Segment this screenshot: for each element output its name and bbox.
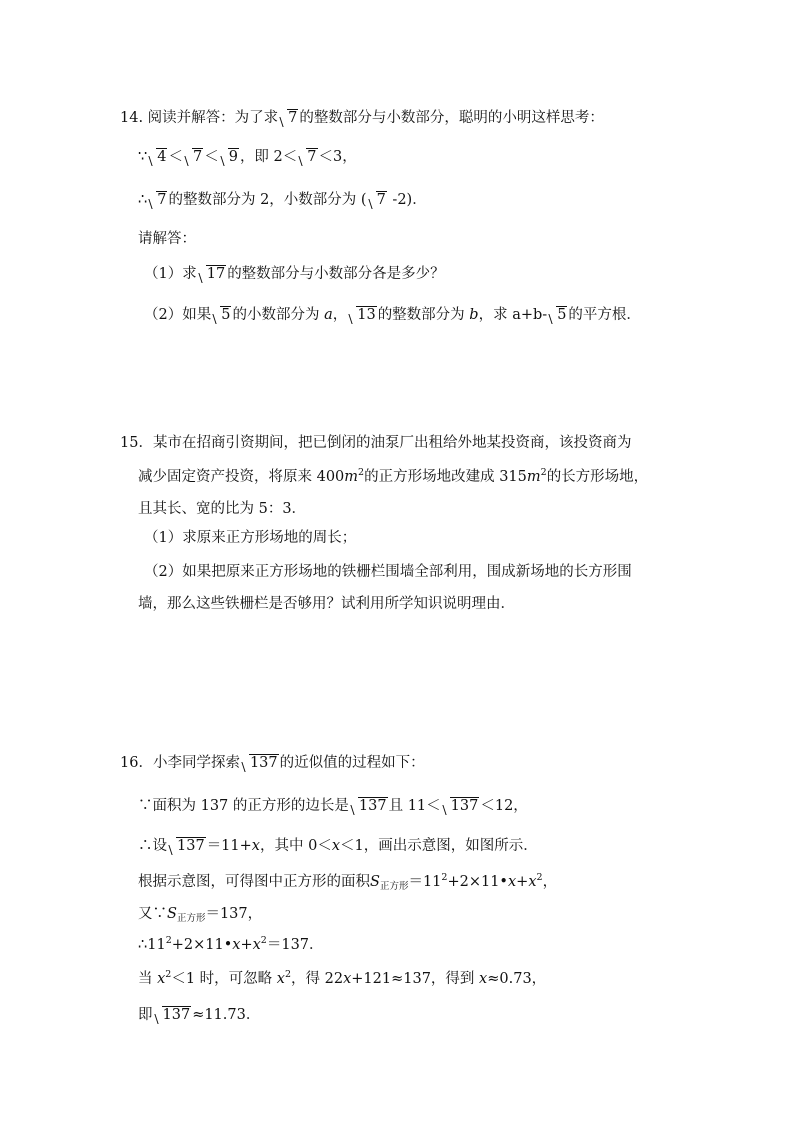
q16-line1: 16．小李同学探索 137 的近似值的过程如下：	[120, 755, 425, 771]
sqrt-13: 13	[347, 305, 376, 325]
sqrt-7: 7	[297, 147, 317, 167]
q14-prompt: 请解答：	[138, 231, 196, 247]
q14-number: 14.	[120, 110, 144, 126]
sqrt-137: 137	[153, 1005, 192, 1025]
q16-line7: 当 $x^2<1$ 时，可忽略 $x^2$，得 22x+121≈137，得到 x≈0.73，	[138, 969, 547, 987]
sqrt-4: 4	[147, 147, 167, 167]
sqrt-137: 137	[240, 753, 279, 773]
q16-number: 16．	[120, 755, 153, 771]
q14-line3: ∴ 7 的整数部分为 2，小数部分为 ( 7 -2)．	[138, 192, 427, 208]
q15-line3: 且其长、宽的比为 5：3．	[138, 501, 307, 517]
q16-line8: 即 137 ≈11.73．	[138, 1007, 261, 1023]
q16-line6: $\therefore 11^2+2\times 11•x+x^2=137$．	[138, 935, 324, 953]
q15-line4: （1）求原来正方形场地的周长；	[144, 530, 357, 546]
q15-line2: 减少固定资产投资，将原来 $400m^2$的正方形场地改建成 $315m^2$的长方形场地，	[138, 467, 649, 485]
sqrt-5: 5	[211, 305, 231, 325]
sqrt-17: 17	[197, 264, 226, 284]
q16-line4: 根据示意图，可得图中正方形的面积$S_{正方形}=11^2+2\times 11•x+x^2$，	[138, 872, 558, 892]
sqrt-7: 7	[147, 190, 167, 210]
sqrt-7: 7	[367, 190, 387, 210]
sqrt-137: 137	[167, 836, 206, 856]
q15-line1: 15．某市在招商引资期间，把已倒闭的油泵厂出租给外地某投资商，该投资商为	[120, 435, 632, 451]
q14-line2: ∵ 4 ＜ 7 ＜ 9 ，即 2＜ 7 ＜3，	[138, 149, 357, 165]
q14-part2: （2）如果 5 的小数部分为 a， 13 的整数部分为 b，求 a+b- 5 的平方根．	[144, 307, 641, 323]
q16-line2: ∵面积为 137 的正方形的边长是 137 且 11＜ 137 ＜12，	[138, 798, 528, 814]
q16-line5: 又$\because S_{正方形}=137$，	[138, 906, 263, 924]
sqrt-137: 137	[349, 796, 388, 816]
q15-line5: （2）如果把原来正方形场地的铁栅栏围墙全部利用，围成新场地的长方形围	[144, 564, 632, 580]
sqrt-5: 5	[547, 305, 567, 325]
q14-line1: 14. 阅读并解答：为了求 7 的整数部分与小数部分，聪明的小明这样思考：	[120, 110, 604, 126]
sqrt-137: 137	[441, 796, 480, 816]
q15-line6: 墙，那么这些铁栅栏是否够用？试利用所学知识说明理由．	[138, 596, 515, 612]
sqrt-9: 9	[219, 147, 239, 167]
q16-line3: ∴设 137 ＝11+x，其中 0＜x＜1，画出示意图，如图所示．	[138, 838, 538, 854]
q14-part1: （1）求 17 的整数部分与小数部分各是多少？	[144, 266, 445, 282]
sqrt-7: 7	[183, 147, 203, 167]
sqrt-7: 7	[278, 108, 298, 128]
